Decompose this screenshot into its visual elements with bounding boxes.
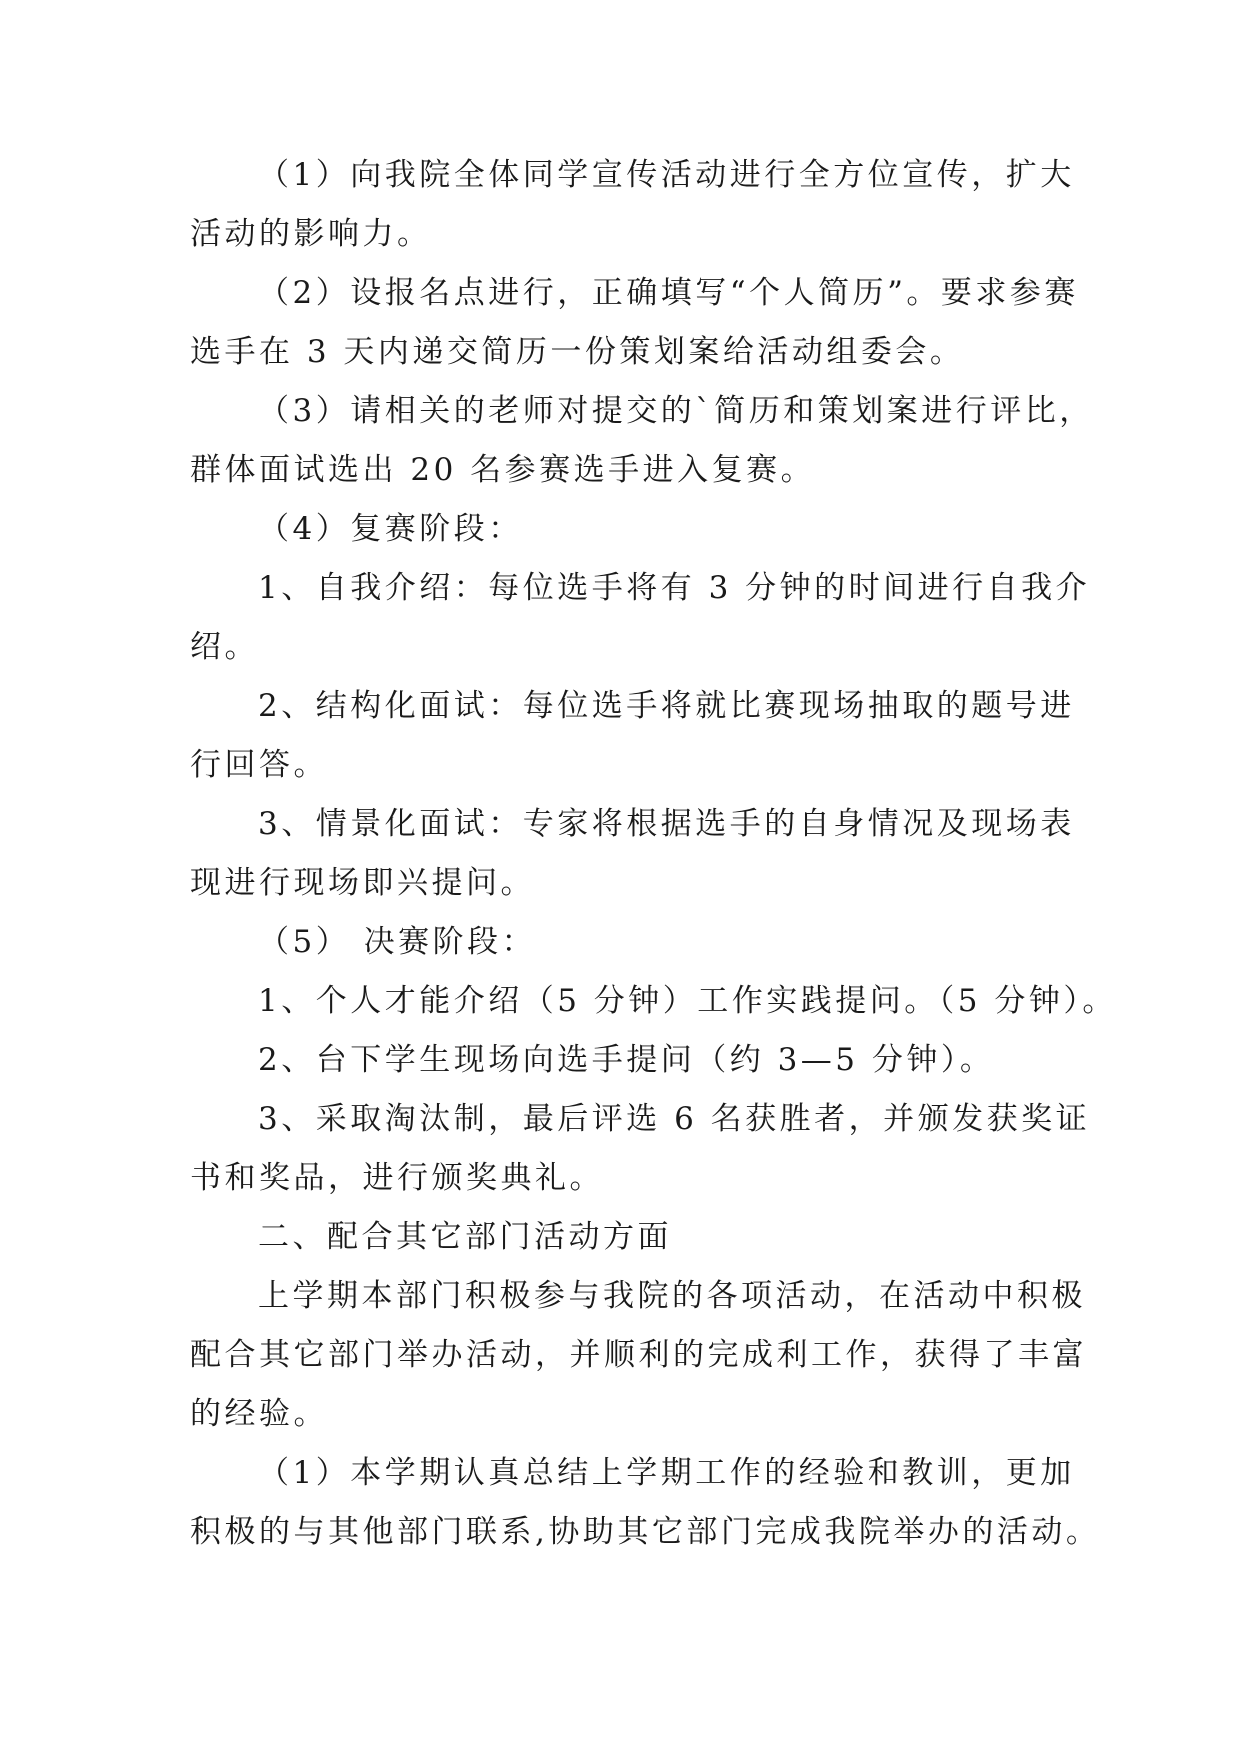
paragraph-line: （2）设报名点进行，正确填写“个人简历”。要求参赛 bbox=[258, 275, 1079, 311]
paragraph-line: 配合其它部门举办活动，并顺利的完成利工作，获得了丰富 bbox=[190, 1337, 1087, 1373]
paragraph-line: 上学期本部门积极参与我院的各项活动，在活动中积极 bbox=[258, 1278, 1086, 1314]
paragraph-line: 积极的与其他部门联系,协助其它部门完成我院举办的活动。 bbox=[190, 1514, 1101, 1550]
paragraph-line: （1）本学期认真总结上学期工作的经验和教训，更加 bbox=[258, 1455, 1075, 1491]
paragraph-line: 1、个人才能介绍（5 分钟）工作实践提问。（5 分钟）。 bbox=[258, 983, 1117, 1019]
paragraph-line: 书和奖品，进行颁奖典礼。 bbox=[190, 1160, 604, 1196]
paragraph-line: 群体面试选出 20 名参赛选手进入复赛。 bbox=[190, 452, 816, 488]
paragraph-line: 行回答。 bbox=[190, 747, 328, 783]
paragraph-line: 2、台下学生现场向选手提问（约 3—5 分钟）。 bbox=[258, 1042, 995, 1078]
paragraph-line: （4）复赛阶段： bbox=[258, 511, 523, 547]
paragraph-line: 3、采取淘汰制，最后评选 6 名获胜者，并颁发获奖证 bbox=[258, 1101, 1091, 1137]
paragraph-line: 3、情景化面试：专家将根据选手的自身情况及现场表 bbox=[258, 806, 1075, 842]
section-heading: 二、配合其它部门活动方面 bbox=[258, 1219, 672, 1255]
paragraph-line: 1、自我介绍：每位选手将有 3 分钟的时间进行自我介 bbox=[258, 570, 1091, 606]
paragraph-line: （3）请相关的老师对提交的`简历和策划案进行评比， bbox=[258, 393, 1094, 429]
paragraph-line: （5） 决赛阶段： bbox=[258, 924, 537, 960]
paragraph-line: 活动的影响力。 bbox=[190, 216, 432, 252]
paragraph-line: （1）向我院全体同学宣传活动进行全方位宣传，扩大 bbox=[258, 157, 1075, 193]
paragraph-line: 选手在 3 天内递交简历一份策划案给活动组委会。 bbox=[190, 334, 965, 370]
paragraph-line: 绍。 bbox=[190, 629, 259, 665]
paragraph-line: 的经验。 bbox=[190, 1396, 328, 1432]
paragraph-line: 现进行现场即兴提问。 bbox=[190, 865, 535, 901]
paragraph-line: 2、结构化面试：每位选手将就比赛现场抽取的题号进 bbox=[258, 688, 1075, 724]
